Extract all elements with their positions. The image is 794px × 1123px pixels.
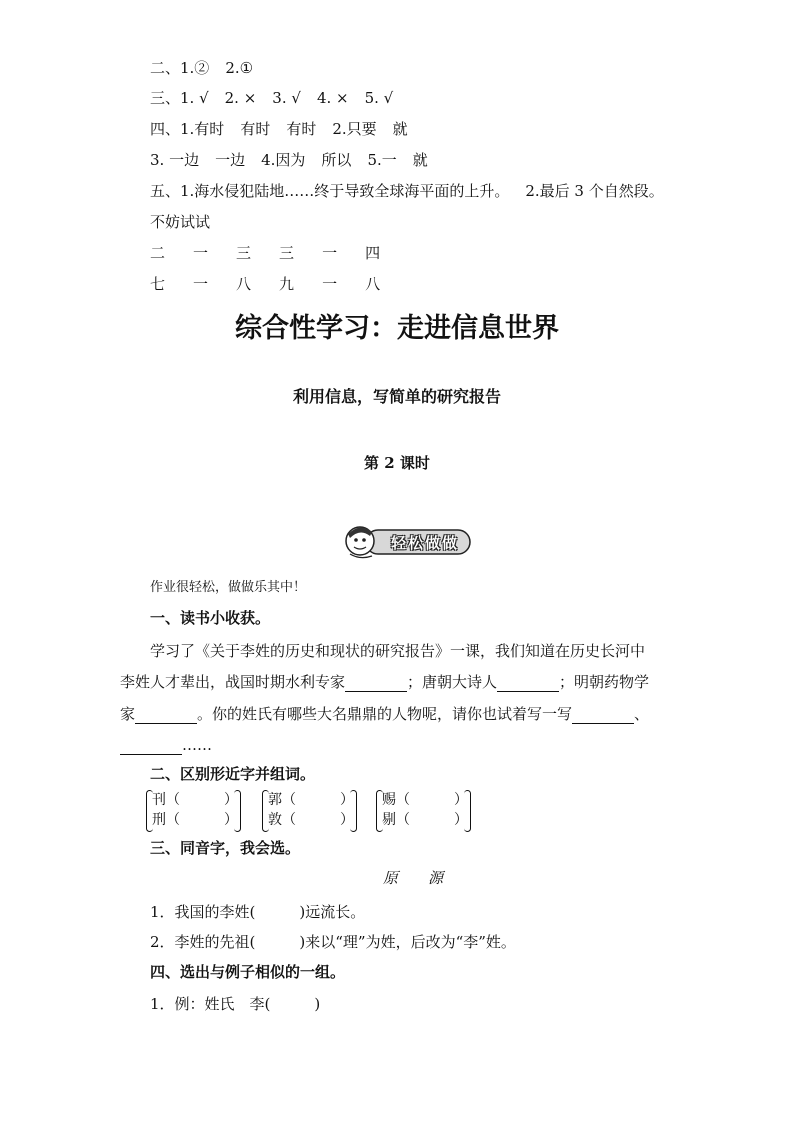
- text-span: 、: [634, 705, 650, 723]
- answer-label: 三、1. √: [150, 89, 209, 107]
- answer-char: 八: [365, 275, 381, 293]
- motto: 作业很轻松，做做乐其中！: [150, 580, 307, 595]
- answer-char: 三: [236, 244, 252, 262]
- answer-line-5: [150, 181, 664, 201]
- page-subtitle: 利用信息，写简单的研究报告: [292, 387, 501, 406]
- answer-value: 就: [412, 151, 428, 169]
- text-span: 家: [120, 705, 136, 723]
- close-paren: ）: [340, 812, 354, 828]
- fill-blank[interactable]: [345, 675, 407, 692]
- answer-label: 3. 一边: [150, 151, 200, 169]
- answer-char: 四: [365, 244, 381, 262]
- answer-line-2: [150, 88, 393, 108]
- char-pair-group: [268, 790, 354, 830]
- brace-left: [262, 790, 269, 832]
- answer-value: 2.①: [225, 59, 254, 77]
- badge-text: 轻松做做: [390, 534, 459, 552]
- brace-left: [376, 790, 383, 832]
- char-pair-group: [152, 790, 238, 830]
- char-prompt: 刑（: [152, 812, 180, 828]
- choice-word: 源: [428, 869, 444, 887]
- question-4-1: [150, 994, 320, 1014]
- char-prompt: 刊（: [152, 792, 180, 808]
- fill-blank[interactable]: [135, 707, 197, 724]
- text-span: )来以“理”为姓，后改为“李”姓。: [299, 933, 516, 951]
- answer-value: 所以: [321, 151, 352, 169]
- answer-value: 2.只要: [332, 120, 377, 138]
- answer-char: 八: [236, 275, 252, 293]
- text-span: )远流长。: [299, 903, 366, 921]
- section-2-heading: 二、区别形近字并组词。: [150, 765, 316, 783]
- section-1-para-line: [120, 735, 212, 755]
- text-span: ): [314, 995, 321, 1013]
- answer-line-4: [150, 150, 428, 170]
- question-3-2: [150, 932, 516, 952]
- lesson-label: 第 2 课时: [364, 454, 430, 472]
- answer-line-3: [150, 119, 408, 139]
- brace-right: [350, 790, 357, 832]
- close-paren: ）: [224, 792, 238, 808]
- text-span: 2．李姓的先祖(: [150, 933, 256, 951]
- answer-value: 4. ×: [316, 89, 349, 107]
- answer-value: 就: [392, 120, 408, 138]
- page-title: 综合性学习：走进信息世界: [235, 313, 559, 344]
- section-3-heading: 三、同音字，我会选。: [150, 839, 301, 857]
- answer-char: 一: [322, 275, 338, 293]
- easy-practice-badge: [342, 520, 474, 562]
- text-span: 1．我国的李姓(: [150, 903, 256, 921]
- text-span: 。你的姓氏有哪些大名鼎鼎的人物呢，请你也试着写一写: [197, 705, 573, 723]
- answer-char: 七: [150, 275, 166, 293]
- choice-word: 原: [383, 869, 399, 887]
- text-span: 李姓人才辈出，战国时期水利专家: [120, 673, 346, 691]
- close-paren: ）: [454, 812, 468, 828]
- char-prompt: 赐（: [382, 792, 410, 808]
- fill-blank[interactable]: [497, 675, 559, 692]
- answer-row-1: [150, 243, 380, 263]
- answer-label: 五、1.海水侵犯陆地……终于导致全球海平面的上升。: [150, 182, 510, 200]
- section-1-para-line: [120, 672, 649, 692]
- close-paren: ）: [454, 792, 468, 808]
- question-3-1: [150, 902, 365, 922]
- char-prompt: 剔（: [382, 812, 410, 828]
- answer-char: 一: [193, 275, 209, 293]
- answer-value: 2.最后 3 个自然段。: [525, 182, 664, 200]
- answer-char: 九: [279, 275, 295, 293]
- answer-label: 二、1.②: [150, 59, 210, 77]
- close-paren: ）: [224, 812, 238, 828]
- section-1-para-line: [120, 704, 649, 724]
- answer-value: 有时: [286, 120, 317, 138]
- answer-value: 有时: [240, 120, 271, 138]
- text-span: ……: [182, 736, 212, 754]
- answer-char: 二: [150, 244, 166, 262]
- answer-value: 4.因为: [261, 151, 306, 169]
- brace-left: [146, 790, 153, 832]
- answer-value: 2. ×: [224, 89, 257, 107]
- fill-blank[interactable]: [572, 707, 634, 724]
- answer-value: 一边: [215, 151, 246, 169]
- answer-value: 5. √: [364, 89, 394, 107]
- answer-char: 一: [193, 244, 209, 262]
- text-span: 1．例：姓氏 李(: [150, 995, 271, 1013]
- try-label: 不妨试试: [150, 213, 211, 231]
- answer-value: 5.一: [367, 151, 397, 169]
- section-1-para-line: 学习了《关于李姓的历史和现状的研究报告》一课，我们知道在历史长河中: [150, 642, 646, 660]
- section-1-heading: 一、读书小收获。: [150, 609, 271, 627]
- answer-row-2: [150, 274, 380, 294]
- text-span: ；唐朝大诗人: [407, 673, 498, 691]
- text-span: ；明朝药物学: [559, 673, 650, 691]
- char-prompt: 敦（: [268, 812, 296, 828]
- answer-line-1: [150, 58, 253, 78]
- char-pair-group: [382, 790, 468, 830]
- char-prompt: 郭（: [268, 792, 296, 808]
- fill-blank[interactable]: [120, 738, 182, 755]
- close-paren: ）: [340, 792, 354, 808]
- brace-right: [464, 790, 471, 832]
- answer-char: 一: [322, 244, 338, 262]
- section-4-heading: 四、选出与例子相似的一组。: [150, 963, 346, 981]
- answer-value: 3. √: [272, 89, 301, 107]
- choice-words: [383, 868, 443, 888]
- brace-right: [234, 790, 241, 832]
- answer-char: 三: [279, 244, 295, 262]
- answer-label: 四、1.有时: [150, 120, 225, 138]
